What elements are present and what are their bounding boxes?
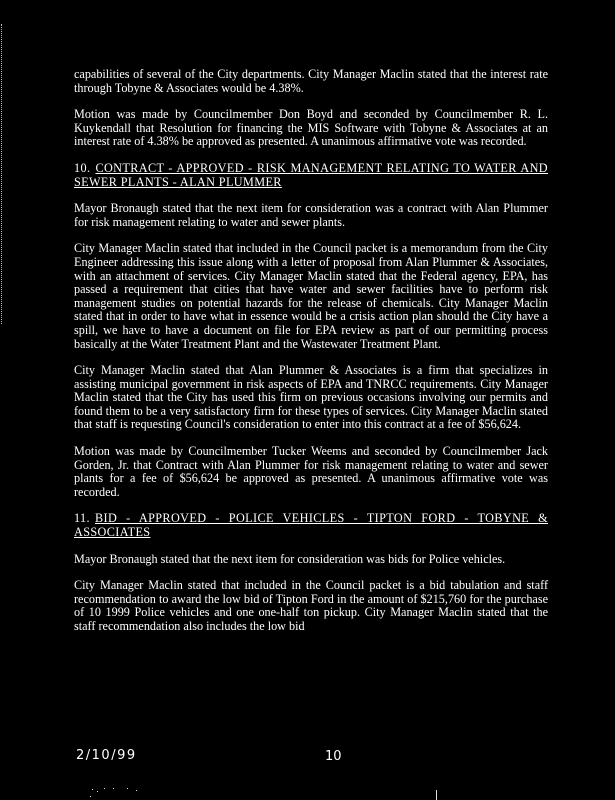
item-number: 10. [74,160,91,175]
paragraph: capabilities of several of the City departments. City Manager Maclin stated that the interest rate through Tobyne & Associates would be 4.38%. [74,67,548,95]
item-number: 11. [74,511,90,526]
agenda-item-heading [74,162,548,189]
page-number: 10 [325,749,342,764]
scan-edge-marks [1,24,3,324]
item-title: CONTRACT - APPROVED - RISK MANAGEMENT RELATING TO WATER AND SEWER PLANTS - ALAN PLUMMER [74,160,548,189]
paragraph: Motion was made by Councilmember Don Boyd and seconded by Councilmember R. L. Kuykendall that Resolution for financing the MIS Software with Tobyne & Associates at an interest rate of 4.38% be approved as presented. A unanimous affirmative vote was recorded. [74,107,548,149]
paragraph: City Manager Maclin stated that Alan Plummer & Associates is a firm that specializes in assisting municipal government in risk aspects of EPA and TNRCC requirements. City Manager Maclin stated that the City has used this firm on previous occasions involving our permits and found them to be a very satisfactory firm for these types of services. City Manager Maclin stated that staff is requesting Council's consideration to enter into this contract at a fee of $56,624. [74,363,548,432]
paragraph: Motion was made by Councilmember Tucker Weems and seconded by Councilmember Jack Gorden, Jr. that Contract with Alan Plummer for risk management relating to water and sewer plants for a fee of $56,624 be approved as presented. A unanimous affirmative vote was recorded. [74,444,548,499]
paragraph: City Manager Maclin stated that included in the Council packet is a memorandum from the City Engineer addressing this issue along with a letter of proposal from Alan Plummer & Associates, with an attachment of services. City Manager Maclin stated that the Federal agency, EPA, has passed a requirement that cities that have water and sewer facilities have to perform risk management studies on potential hazards for the release of chemicals. City Manager Maclin stated that in order to have what in essence would be a crisis action plan should the City have a spill, we have to have a document on file for EPA review as part of our permitting process basically at the Water Treatment Plant and the Wastewater Treatment Plant. [74,241,548,351]
footer-date: 2/10/99 [76,748,137,763]
paragraph: Mayor Bronaugh stated that the next item for consideration was bids for Police vehicles. [74,551,506,566]
paragraph: Mayor Bronaugh stated that the next item for consideration was a contract with Alan Plummer for risk management relating to water and sewer plants. [74,201,548,229]
minutes-page [74,68,548,647]
agenda-item-heading [74,512,548,539]
paragraph: City Manager Maclin stated that included in the Council packet is a bid tabulation and staff recommendation to award the low bid of Tipton Ford in the amount of $215,760 for the purchase of 10 1999 Police vehicles and one one-half ton pickup. City Manager Maclin stated that the staff recommendation also includes the low bid [74,578,548,633]
item-title: BID - APPROVED - POLICE VEHICLES - TIPTON FORD - TOBYNE & ASSOCIATES [74,511,548,540]
